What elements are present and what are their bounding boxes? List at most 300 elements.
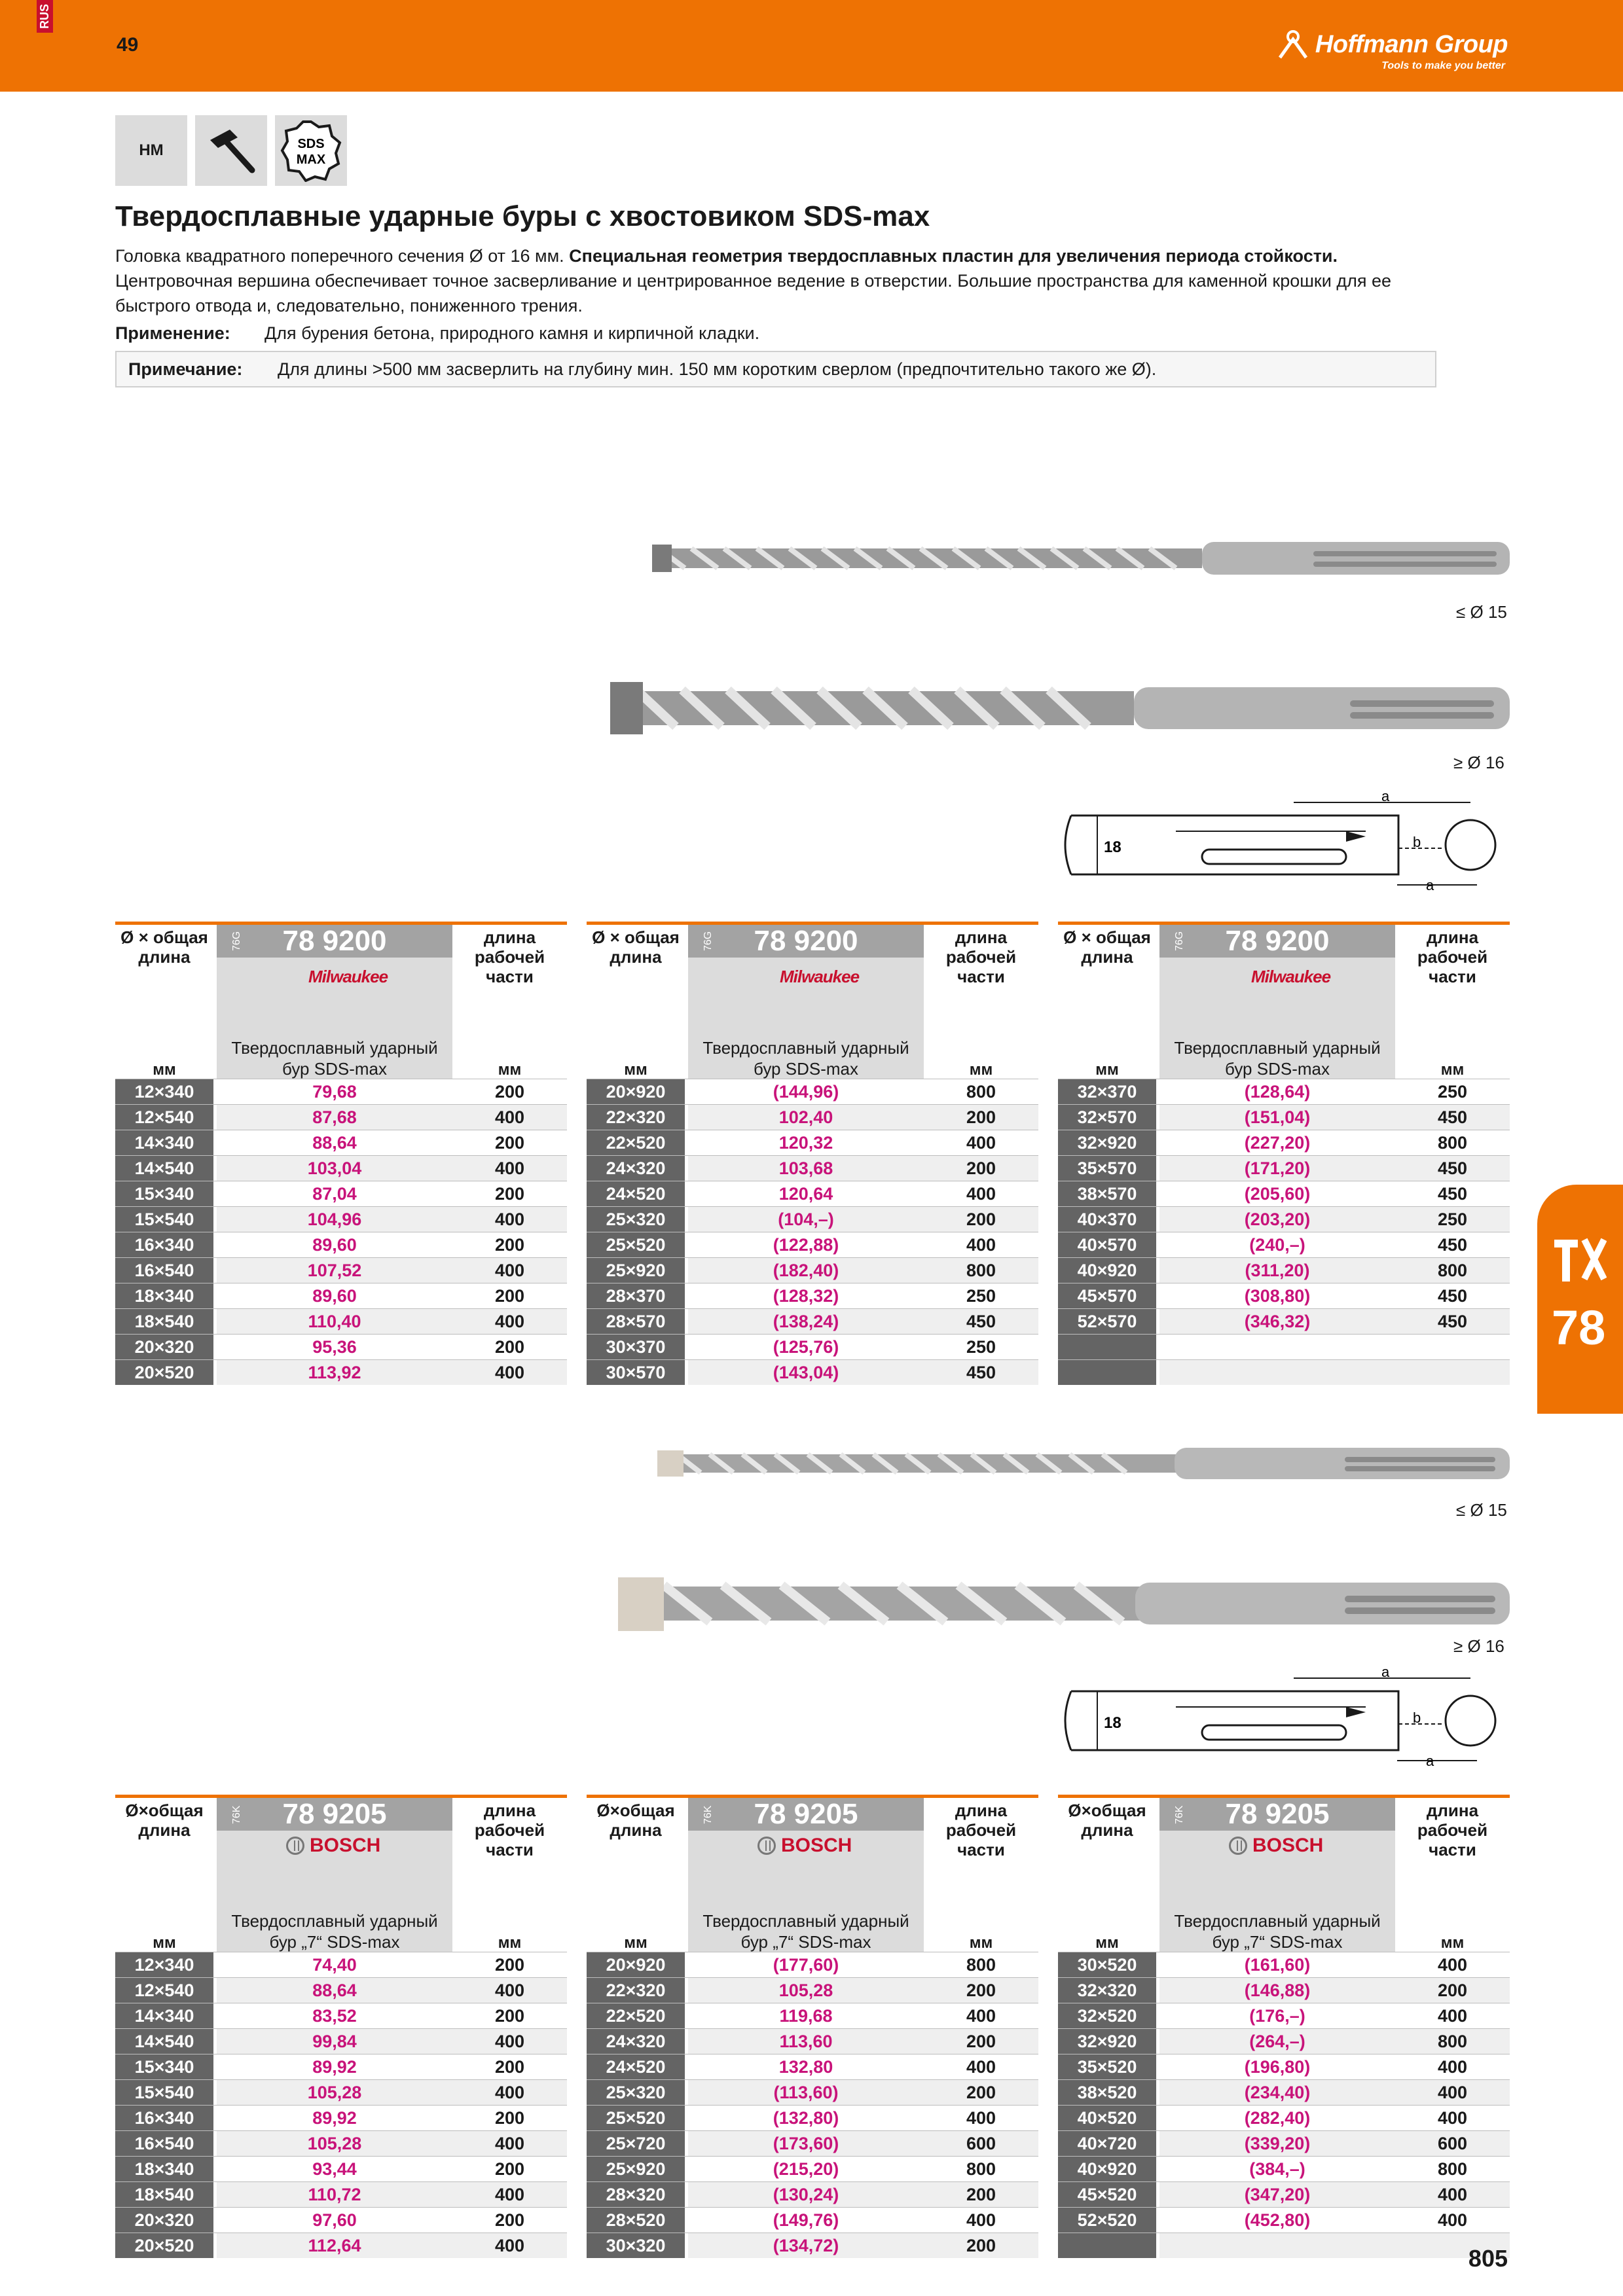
table-row[interactable]: [587, 1104, 1038, 1130]
table-row[interactable]: [1058, 1181, 1510, 1206]
cell-price: (143,04): [688, 1360, 924, 1385]
table-row[interactable]: [587, 1308, 1038, 1334]
note-box: [115, 351, 1436, 387]
cell-price: (125,76): [773, 1337, 839, 1357]
product-name: Твердосплавный ударный бур „7“ SDS-max: [231, 1911, 438, 1952]
cell-working-length: 450: [1395, 1105, 1510, 1130]
cell-dimension: 40×370: [1058, 1207, 1156, 1232]
cell-price: (161,60): [1244, 1955, 1311, 1975]
dim-b: b: [1413, 834, 1421, 850]
table-row[interactable]: [1058, 2181, 1510, 2207]
unit-dimension: мм: [624, 1061, 647, 1079]
cell-price: [1159, 2233, 1395, 2258]
cell-dimension: 16×340: [115, 2106, 213, 2130]
table-row[interactable]: [115, 1257, 567, 1283]
unit-length: мм: [969, 1934, 993, 1952]
table-row[interactable]: [115, 1359, 567, 1385]
table-row[interactable]: [115, 2130, 567, 2156]
article-number: 78 9205: [282, 1798, 387, 1830]
description-bold: Специальная геометрия твердосплавных пластин для увеличения периода стойкости.: [569, 246, 1338, 266]
cell-dimension: 18×340: [115, 1283, 213, 1308]
cell-working-length: 450: [924, 1360, 1038, 1385]
cell-price: 83,52: [312, 2006, 357, 2026]
cell-dimension: 38×570: [1058, 1181, 1156, 1206]
product-table-bosch-2: [587, 1795, 1038, 2258]
col-header-working-length: длина рабочей части: [1417, 927, 1488, 986]
cell-price: 112,64: [217, 2233, 452, 2258]
col-header-dimension: Ø × общая длина: [120, 927, 208, 967]
brand-text: BOSCH: [781, 1835, 852, 1856]
cell-dimension: 14×340: [115, 1130, 213, 1155]
col-header-dimension: Ø×общая длина: [125, 1801, 204, 1840]
col-header-working-length: длина рабочей части: [474, 927, 545, 986]
cell-dimension: 30×320: [587, 2233, 685, 2258]
cell-price: 74,40: [312, 1955, 357, 1975]
product-header-cell: [1159, 1831, 1395, 1952]
table-row[interactable]: [587, 1257, 1038, 1283]
table-row[interactable]: [1058, 1359, 1510, 1385]
cell-price: (308,80): [1244, 1286, 1311, 1306]
table-row[interactable]: [1058, 1308, 1510, 1334]
cell-working-length: 400: [966, 1235, 996, 1255]
cell-price: (240,–): [1249, 1235, 1305, 1255]
table-row[interactable]: [587, 1130, 1038, 1155]
cell-price: (128,64): [1244, 1082, 1311, 1102]
table-row[interactable]: [115, 2233, 567, 2258]
cell-dimension: 20×320: [115, 2208, 213, 2233]
cell-price: (176,–): [1249, 2006, 1305, 2026]
hoffmann-logo-icon: [1277, 30, 1309, 59]
cell-price: 88,64: [217, 1978, 452, 2003]
cell-price: (264,–): [1159, 2029, 1395, 2054]
cell-dimension: 25×320: [587, 1207, 685, 1232]
article-code[interactable]: [688, 925, 924, 958]
unit-length: мм: [498, 1934, 522, 1952]
cell-working-length: 400: [966, 2006, 996, 2026]
product-table-milwaukee-1: [115, 922, 567, 1385]
note-text: Для длины >500 мм засверлить на глубину мин. 150 мм коротким сверлом (предпочтительно такого же Ø).: [278, 359, 1157, 379]
large-diameter-label-1: ≥ Ø 16: [1453, 753, 1504, 772]
cell-working-length: 400: [1437, 2210, 1468, 2230]
cell-working-length: 200: [494, 1133, 525, 1153]
max-text: MAX: [296, 152, 326, 167]
table-row[interactable]: [115, 2079, 567, 2105]
milwaukee-logo: Milwaukee: [1251, 967, 1331, 986]
table-row[interactable]: [587, 1155, 1038, 1181]
table-row[interactable]: [1058, 1155, 1510, 1181]
table-row[interactable]: [587, 1359, 1038, 1385]
table-row[interactable]: [115, 1232, 567, 1257]
table-row[interactable]: [115, 1977, 567, 2003]
cell-working-length: 400: [1395, 2080, 1510, 2105]
cell-working-length: 200: [494, 1955, 525, 1975]
cell-dimension: 32×520: [1058, 2003, 1156, 2028]
table-row[interactable]: [1058, 2233, 1510, 2258]
cell-dimension: 52×520: [1058, 2208, 1156, 2233]
cell-dimension: 16×540: [115, 1258, 213, 1283]
table-row[interactable]: [115, 1130, 567, 1155]
article-number: 78 9205: [1225, 1798, 1330, 1830]
milwaukee-logo: Milwaukee: [780, 967, 860, 986]
unit-length: мм: [969, 1061, 993, 1079]
drill-image-large-bosch: [618, 1568, 1510, 1640]
cell-dimension: 24×320: [587, 1156, 685, 1181]
cell-working-length: 800: [1437, 1133, 1468, 1153]
cell-price: (132,80): [773, 2108, 839, 2128]
cell-working-length: 400: [1437, 2057, 1468, 2077]
table-row[interactable]: [1058, 1104, 1510, 1130]
cell-dimension: [1058, 1360, 1156, 1385]
table-row[interactable]: [115, 1334, 567, 1359]
table-row[interactable]: [587, 1181, 1038, 1206]
cell-price: 104,96: [217, 1207, 452, 1232]
product-header-cell: [217, 958, 452, 1079]
article-number: 78 9200: [754, 925, 858, 957]
cell-price: 103,68: [688, 1156, 924, 1181]
table-row[interactable]: [115, 2181, 567, 2207]
cell-dimension: 22×520: [587, 1130, 685, 1155]
cell-working-length: 400: [966, 2057, 996, 2077]
cell-price: (149,76): [773, 2210, 839, 2230]
drill-image-large-milwaukee: [610, 672, 1510, 744]
table-row[interactable]: [587, 2181, 1038, 2207]
table-row[interactable]: [1058, 2054, 1510, 2079]
table-row[interactable]: [587, 1977, 1038, 2003]
cell-dimension: 25×720: [587, 2131, 685, 2156]
cell-dimension: 15×540: [115, 2080, 213, 2105]
tools-section-icon: [1552, 1236, 1607, 1283]
table-row[interactable]: [1058, 1283, 1510, 1308]
cell-working-length: 600: [924, 2131, 1038, 2156]
table-row[interactable]: [1058, 1079, 1510, 1104]
cell-dimension: 15×340: [115, 1181, 213, 1206]
cell-dimension: 30×520: [1058, 1952, 1156, 1977]
note-label: Примечание:: [128, 359, 243, 379]
cell-price: [1159, 1360, 1395, 1385]
cell-price: (215,20): [773, 2159, 839, 2179]
table-header: [587, 1795, 1038, 1952]
product-header-cell: [217, 1831, 452, 1952]
cell-dimension: 32×370: [1058, 1079, 1156, 1104]
cell-price: 97,60: [312, 2210, 357, 2230]
table-row[interactable]: [1058, 1206, 1510, 1232]
article-code[interactable]: [217, 1798, 452, 1831]
code-prefix: 76G: [231, 931, 242, 951]
cell-price: [1159, 1335, 1395, 1359]
dim-a-top-2: a: [1381, 1669, 1390, 1680]
cell-dimension: 24×520: [587, 1181, 685, 1206]
unit-dimension: мм: [153, 1061, 176, 1079]
cell-dimension: 40×520: [1058, 2106, 1156, 2130]
cell-price: 87,04: [312, 1184, 357, 1204]
cell-working-length: 200: [924, 1978, 1038, 2003]
cell-price: (346,32): [1159, 1309, 1395, 1334]
cell-working-length: 800: [1395, 2029, 1510, 2054]
col-header-dimension: Ø×общая длина: [1068, 1801, 1146, 1840]
table-row[interactable]: [115, 2054, 567, 2079]
dim-18-label-2: 18: [1104, 1714, 1122, 1732]
table-row[interactable]: [587, 2233, 1038, 2258]
table-row[interactable]: [587, 1079, 1038, 1104]
cell-price: (144,96): [773, 1082, 839, 1102]
table-row[interactable]: [1058, 2003, 1510, 2028]
cell-price: 132,80: [778, 2057, 833, 2077]
cell-price: 102,40: [688, 1105, 924, 1130]
cell-price: 89,60: [312, 1235, 357, 1255]
cell-price: (128,32): [773, 1286, 839, 1306]
table-row[interactable]: [587, 2156, 1038, 2181]
cell-dimension: 14×540: [115, 2029, 213, 2054]
cell-dimension: 20×520: [115, 2233, 213, 2258]
table-row[interactable]: [587, 1206, 1038, 1232]
col-header-working-length: длина рабочей части: [945, 1801, 1017, 1859]
cell-price: 120,64: [778, 1184, 833, 1204]
cell-price: (182,40): [688, 1258, 924, 1283]
table-row[interactable]: [1058, 2207, 1510, 2233]
cell-dimension: 14×340: [115, 2003, 213, 2028]
cell-price: (196,80): [1244, 2057, 1311, 2077]
unit-length: мм: [498, 1061, 522, 1079]
cell-working-length: 400: [452, 2131, 567, 2156]
code-prefix: 76K: [1174, 1805, 1185, 1824]
table-row[interactable]: [1058, 2028, 1510, 2054]
cell-working-length: 250: [966, 1337, 996, 1357]
unit-dimension: мм: [153, 1934, 176, 1952]
milwaukee-logo: Milwaukee: [308, 967, 388, 986]
table-row[interactable]: [115, 1079, 567, 1104]
table-row[interactable]: [115, 1308, 567, 1334]
table-row[interactable]: [587, 2028, 1038, 2054]
cell-working-length: 250: [1437, 1082, 1468, 1102]
code-prefix: 76K: [702, 1805, 714, 1824]
cell-dimension: 25×520: [587, 1232, 685, 1257]
table-header: [115, 1795, 567, 1952]
cell-dimension: 38×520: [1058, 2080, 1156, 2105]
product-table-milwaukee-2: [587, 922, 1038, 1385]
table-row[interactable]: [1058, 1257, 1510, 1283]
section-tab[interactable]: [1537, 1185, 1623, 1414]
table-row[interactable]: [587, 2079, 1038, 2105]
unit-length: мм: [1440, 1934, 1465, 1952]
table-row[interactable]: [1058, 2079, 1510, 2105]
cell-working-length: 200: [494, 1082, 525, 1102]
top-header-bar: [0, 0, 1623, 92]
article-number: 78 9200: [1225, 925, 1330, 957]
article-number: 78 9200: [282, 925, 387, 957]
cell-dimension: 30×370: [587, 1335, 685, 1359]
page-number: 805: [1468, 2245, 1508, 2272]
col-header-working-length: длина рабочей части: [1417, 1801, 1488, 1859]
cell-price: 89,60: [312, 1286, 357, 1306]
hammer-icon: [195, 115, 267, 186]
table-row[interactable]: [1058, 1334, 1510, 1359]
table-row[interactable]: [1058, 1952, 1510, 1977]
article-code[interactable]: [1159, 1798, 1395, 1831]
article-code[interactable]: [1159, 925, 1395, 958]
code-prefix: 76G: [702, 931, 714, 951]
cell-dimension: 22×320: [587, 1105, 685, 1130]
table-row[interactable]: [1058, 1232, 1510, 1257]
cell-dimension: 24×320: [587, 2029, 685, 2054]
cell-dimension: 15×340: [115, 2054, 213, 2079]
cell-working-length: 800: [1395, 1258, 1510, 1283]
col-header-dimension: Ø×общая длина: [596, 1801, 675, 1840]
cell-price: (113,60): [688, 2080, 924, 2105]
cell-working-length: 400: [452, 1309, 567, 1334]
table-row[interactable]: [115, 1104, 567, 1130]
drill-image-small-milwaukee: [652, 529, 1510, 588]
cell-dimension: 25×920: [587, 1258, 685, 1283]
article-code[interactable]: [688, 1798, 924, 1831]
table-row[interactable]: [1058, 1977, 1510, 2003]
cell-dimension: 32×570: [1058, 1105, 1156, 1130]
table-row[interactable]: [115, 2003, 567, 2028]
table-row[interactable]: [115, 1155, 567, 1181]
cell-dimension: 45×520: [1058, 2182, 1156, 2207]
table-row[interactable]: [587, 2105, 1038, 2130]
article-number: 78 9205: [754, 1798, 858, 1830]
cell-working-length: 200: [924, 1156, 1038, 1181]
table-header: [115, 922, 567, 1079]
cell-price: (138,24): [688, 1309, 924, 1334]
table-row[interactable]: [1058, 1130, 1510, 1155]
product-name: Твердосплавный ударный бур „7“ SDS-max: [702, 1911, 909, 1952]
cell-price: 105,28: [688, 1978, 924, 2003]
application-text: Для бурения бетона, природного камня и кирпичной кладки.: [264, 323, 760, 343]
cell-price: (134,72): [688, 2233, 924, 2258]
cell-working-length: 200: [924, 2029, 1038, 2054]
brand-tagline: Tools to make you better: [1381, 60, 1505, 71]
cell-working-length: 200: [494, 2057, 525, 2077]
cell-dimension: 30×570: [587, 1360, 685, 1385]
table-row[interactable]: [115, 1283, 567, 1308]
table-row[interactable]: [587, 1283, 1038, 1308]
small-diameter-label-2: ≤ Ø 15: [1456, 1500, 1507, 1520]
table-row[interactable]: [115, 2028, 567, 2054]
table-row[interactable]: [115, 1181, 567, 1206]
bosch-armature-icon: [757, 1837, 776, 1855]
brand-name: Hoffmann Group: [1315, 30, 1508, 58]
cell-working-length: 400: [966, 2108, 996, 2128]
cell-working-length: 450: [1395, 1156, 1510, 1181]
cell-dimension: 40×720: [1058, 2131, 1156, 2156]
cell-working-length: 250: [1395, 1207, 1510, 1232]
table-row[interactable]: [587, 1952, 1038, 1977]
col-header-working-length: длина рабочей части: [474, 1801, 545, 1859]
table-header: [1058, 922, 1510, 1079]
cell-working-length: 800: [966, 1955, 996, 1975]
table-body: [1058, 1079, 1510, 1385]
cell-price: 79,68: [312, 1082, 357, 1102]
table-row[interactable]: [587, 1334, 1038, 1359]
cell-working-length: 600: [1395, 2131, 1510, 2156]
table-body: [115, 1079, 567, 1385]
table-row[interactable]: [115, 1206, 567, 1232]
table-row[interactable]: [115, 2156, 567, 2181]
cell-price: (104,–): [688, 1207, 924, 1232]
cell-price: (173,60): [688, 2131, 924, 2156]
unit-dimension: мм: [1095, 1934, 1119, 1952]
cell-working-length: 450: [1437, 1286, 1468, 1306]
cell-dimension: 25×320: [587, 2080, 685, 2105]
table-row[interactable]: [587, 2207, 1038, 2233]
table-row[interactable]: [587, 2054, 1038, 2079]
table-row[interactable]: [115, 1952, 567, 1977]
product-name: Твердосплавный ударный бур SDS-max: [702, 1038, 909, 1079]
cell-dimension: 32×320: [1058, 1978, 1156, 2003]
cell-price: (452,80): [1244, 2210, 1311, 2230]
cell-working-length: 400: [452, 1258, 567, 1283]
cell-dimension: 25×520: [587, 2106, 685, 2130]
cell-dimension: 20×920: [587, 1079, 685, 1104]
bosch-armature-icon: [1229, 1837, 1247, 1855]
cell-dimension: 28×520: [587, 2208, 685, 2233]
language-tag: RUS: [37, 0, 53, 33]
article-code[interactable]: [217, 925, 452, 958]
product-table-bosch-3: [1058, 1795, 1510, 2258]
product-name: Твердосплавный ударный бур „7“ SDS-max: [1174, 1911, 1381, 1952]
table-row[interactable]: [1058, 2105, 1510, 2130]
cell-price: 105,28: [217, 2131, 452, 2156]
dim-a-bottom: a: [1426, 877, 1434, 891]
cell-working-length: 200: [494, 1337, 525, 1357]
cell-working-length: 400: [452, 2029, 567, 2054]
cell-price: (171,20): [1159, 1156, 1395, 1181]
cell-working-length: 200: [1395, 1978, 1510, 2003]
bosch-armature-icon: [286, 1837, 304, 1855]
cell-working-length: 450: [1437, 1184, 1468, 1204]
product-name: Твердосплавный ударный бур SDS-max: [231, 1038, 438, 1079]
cell-price: (234,40): [1159, 2080, 1395, 2105]
unit-dimension: мм: [624, 1934, 647, 1952]
cell-working-length: 800: [966, 1082, 996, 1102]
shank-dimension-diagram-1: [1058, 793, 1510, 891]
cell-working-length: [1395, 1360, 1510, 1385]
bosch-logo: [286, 1835, 380, 1857]
product-table-milwaukee-3: [1058, 922, 1510, 1385]
cell-working-length: 450: [924, 1309, 1038, 1334]
sds-text: SDS: [297, 137, 325, 151]
cell-working-length: 200: [924, 1105, 1038, 1130]
table-row[interactable]: [587, 1232, 1038, 1257]
cell-working-length: 200: [494, 2210, 525, 2230]
description-part1: Головка квадратного поперечного сечения Ø от 16 мм.: [115, 246, 570, 266]
drill-image-small-bosch: [657, 1437, 1510, 1490]
table-header: [1058, 1795, 1510, 1952]
cell-working-length: 200: [494, 1286, 525, 1306]
table-row[interactable]: [115, 2207, 567, 2233]
cell-working-length: 200: [924, 2080, 1038, 2105]
table-row[interactable]: [1058, 2156, 1510, 2181]
table-row[interactable]: [115, 2105, 567, 2130]
table-row[interactable]: [587, 2003, 1038, 2028]
table-row[interactable]: [587, 2130, 1038, 2156]
cell-price: 113,60: [688, 2029, 924, 2054]
cell-working-length: 400: [1437, 2006, 1468, 2026]
cell-working-length: 400: [452, 1978, 567, 2003]
cell-price: (384,–): [1249, 2159, 1305, 2179]
cell-price: 88,64: [312, 1133, 357, 1153]
cell-price: (282,40): [1244, 2108, 1311, 2128]
cell-dimension: 18×340: [115, 2157, 213, 2181]
cell-working-length: 400: [452, 2080, 567, 2105]
cell-working-length: 200: [924, 2233, 1038, 2258]
cell-working-length: 800: [966, 2159, 996, 2179]
cell-price: 113,92: [217, 1360, 452, 1385]
cell-working-length: 400: [966, 2210, 996, 2230]
cell-dimension: 28×320: [587, 2182, 685, 2207]
table-row[interactable]: [1058, 2130, 1510, 2156]
